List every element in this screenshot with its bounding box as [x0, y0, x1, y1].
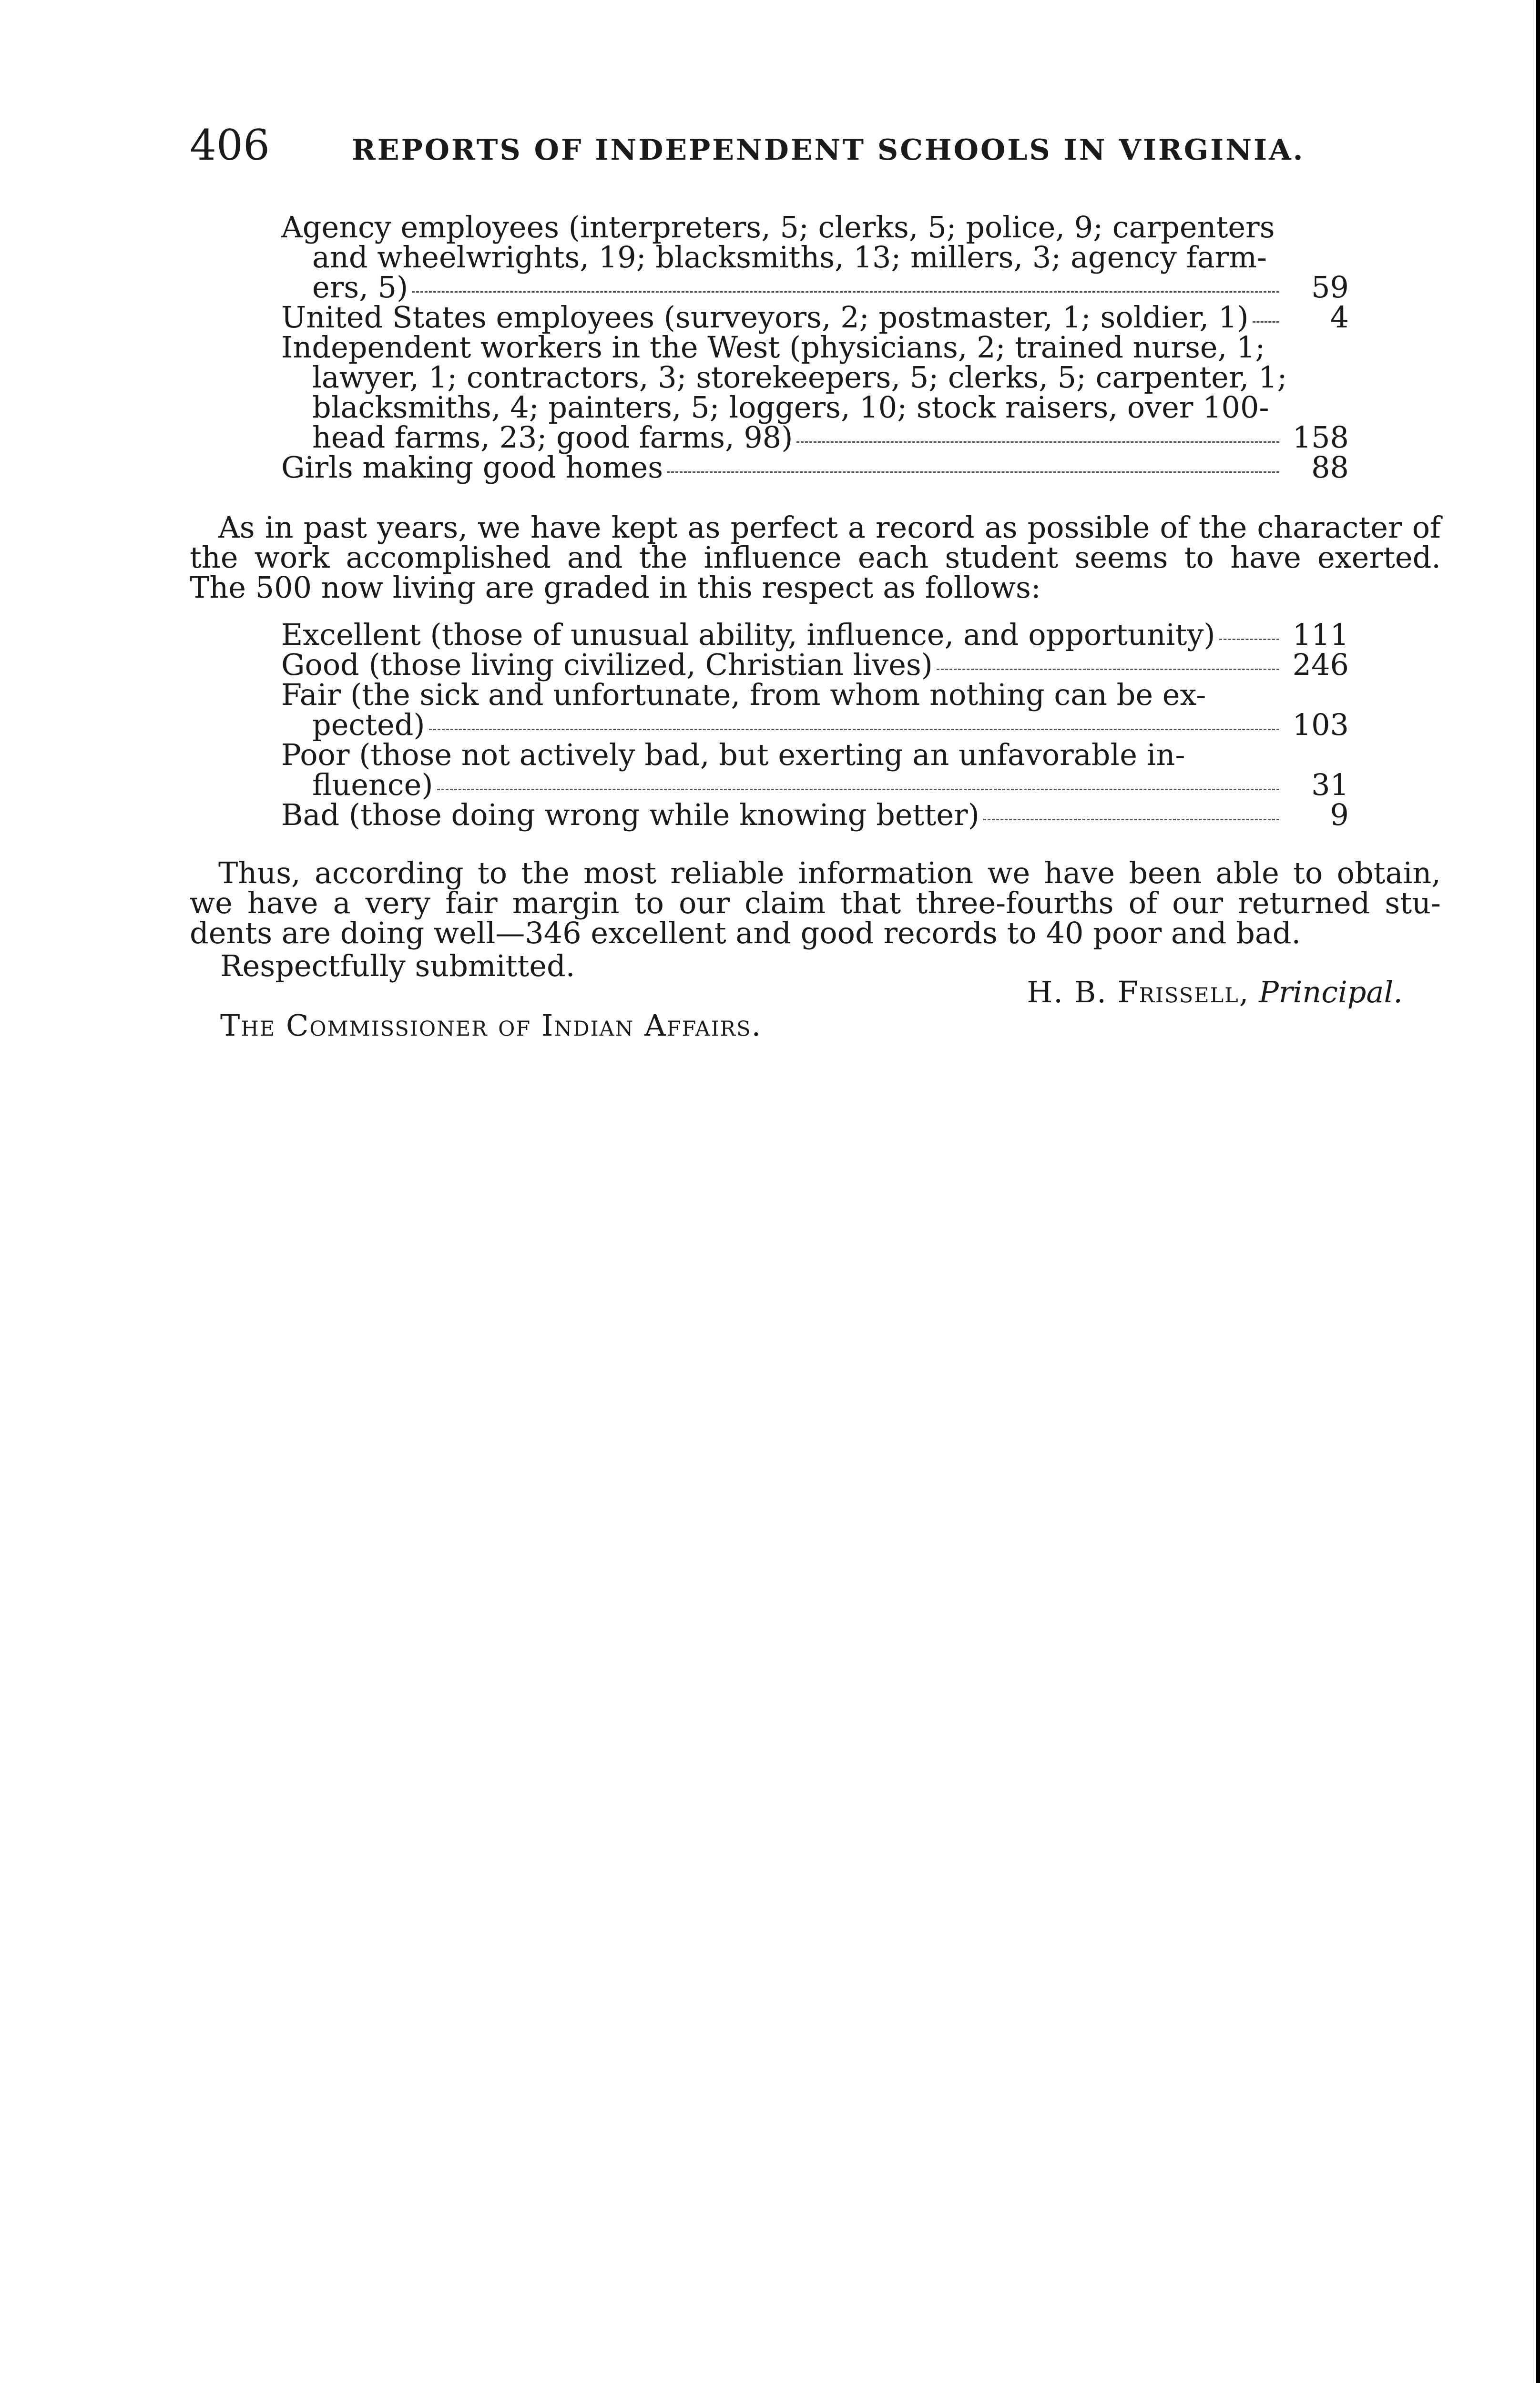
entry-last-line — [281, 270, 1349, 305]
entry-line: blacksmiths, 4; painters, 5; loggers, 10; stock raisers, over 100- — [312, 390, 1269, 425]
entry-line: Bad (those doing wrong while knowing better) — [281, 797, 979, 832]
paragraph-line: Thus, according to the most reliable information we have been able to obtain, — [218, 855, 1441, 890]
running-title: REPORTS OF INDEPENDENT SCHOOLS IN VIRGINIA. — [352, 133, 1305, 167]
dot-leader — [796, 441, 1279, 443]
entry-last-line — [281, 300, 1349, 335]
paragraph-line: The 500 now living are graded in this respect as follows: — [190, 570, 1041, 605]
entry-line: pected) — [312, 707, 425, 742]
occupation-entry — [281, 330, 1349, 455]
entry-line: Poor (those not actively bad, but exerting an unfavorable in- — [281, 737, 1185, 772]
entry-line: fluence) — [312, 767, 433, 802]
signatory-title: Principal. — [1259, 975, 1403, 1009]
page-number: 406 — [190, 121, 270, 170]
conclusion-paragraph — [190, 855, 1441, 950]
occupation-entry — [281, 300, 1349, 335]
addressee: The Commissioner of Indian Affairs. — [220, 1008, 762, 1043]
entry-line: Agency employees (interpreters, 5; clerks, 5; police, 9; carpenters — [281, 210, 1275, 244]
dot-leader — [983, 819, 1279, 820]
grade-entry — [281, 797, 1349, 832]
dot-leader — [937, 669, 1279, 670]
paragraph-line: dents are doing well—346 excellent and good records to 40 poor and bad. — [190, 916, 1301, 950]
entry-count: 4 — [1330, 300, 1349, 335]
entry-line: Girls making good homes — [281, 450, 663, 485]
entry-last-line — [281, 450, 1349, 485]
signatory-name: H. B. Frissell, — [1027, 975, 1250, 1009]
grade-entry — [281, 617, 1349, 652]
entry-line: Excellent (those of unusual ability, influence, and opportunity) — [281, 617, 1215, 652]
grade-count: 111 — [1292, 617, 1349, 652]
entry-last-line — [281, 767, 1349, 802]
entry-line: lawyer, 1; contractors, 3; storekeepers, 5; clerks, 5; carpenter, 1; — [312, 360, 1287, 395]
occupation-entry — [281, 450, 1349, 485]
grade-count: 9 — [1330, 797, 1349, 832]
dot-leader — [412, 291, 1279, 293]
entry-count: 158 — [1292, 420, 1349, 455]
entry-last-line — [281, 647, 1349, 682]
entry-last-line — [281, 797, 1349, 832]
paragraph-line: As in past years, we have kept as perfect a record as possible of the character of — [218, 510, 1441, 545]
grade-entry — [281, 647, 1349, 682]
paragraph-line: we have a very fair margin to our claim that three-fourths of our returned stu- — [190, 886, 1441, 920]
grade-count: 246 — [1292, 647, 1349, 682]
entry-last-line — [281, 617, 1349, 652]
paragraph-line: the work accomplished and the influence each student seems to have exerted. — [190, 540, 1441, 575]
dot-leader — [429, 729, 1279, 730]
entry-line: Independent workers in the West (physicians, 2; trained nurse, 1; — [281, 330, 1265, 365]
entry-line: and wheelwrights, 19; blacksmiths, 13; millers, 3; agency farm- — [312, 240, 1267, 275]
entry-line: ers, 5) — [312, 270, 408, 305]
entry-line: head farms, 23; good farms, 98) — [312, 420, 793, 455]
record-paragraph — [190, 510, 1441, 605]
scan-edge — [1536, 0, 1540, 2383]
page-header — [190, 119, 1324, 172]
occupation-entry — [281, 210, 1349, 305]
grade-count: 31 — [1311, 767, 1349, 802]
closing-line: Respectfully submitted. — [220, 948, 575, 983]
entry-line: Fair (the sick and unfortunate, from whom nothing can be ex- — [281, 677, 1206, 712]
dot-leader — [1219, 639, 1279, 640]
entry-last-line — [281, 707, 1349, 742]
entry-last-line — [281, 420, 1349, 455]
grade-entry — [281, 737, 1349, 802]
entry-count: 59 — [1311, 270, 1349, 305]
dot-leader — [1253, 321, 1279, 323]
entry-line: United States employees (surveyors, 2; postmaster, 1; soldier, 1) — [281, 300, 1249, 335]
dot-leader — [667, 471, 1279, 473]
grade-entry — [281, 677, 1349, 742]
entry-line: Good (those living civilized, Christian lives) — [281, 647, 933, 682]
signature — [1027, 977, 1403, 1007]
dot-leader — [437, 789, 1279, 790]
entry-count: 88 — [1311, 450, 1349, 485]
grade-count: 103 — [1292, 707, 1349, 742]
